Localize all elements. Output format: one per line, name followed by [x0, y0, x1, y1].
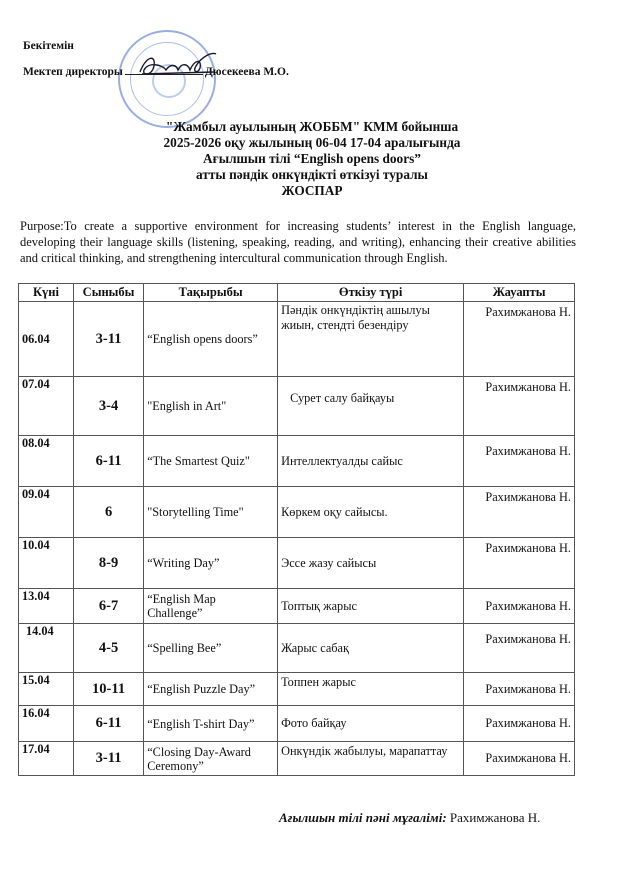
cell-grade: 6-11 [73, 436, 143, 487]
cell-date: 09.04 [19, 487, 74, 538]
purpose-paragraph: Purpose:To create a supportive environment for increasing students’ interest in the English language, developing their language skills (listening, speaking, reading, and writing), enhancing their creative abilities and critical thinking, and strengthening intercultural communication through English. [20, 219, 576, 265]
cell-grade: 4-5 [73, 624, 143, 673]
cell-date: 10.04 [19, 538, 74, 589]
cell-grade: 10-11 [73, 673, 143, 706]
table-row [19, 377, 575, 436]
cell-date: 08.04 [19, 436, 74, 487]
table-row [19, 436, 575, 487]
table-row [19, 538, 575, 589]
cell-topic: “Spelling Bee” [144, 624, 278, 673]
cell-grade: 6-11 [73, 706, 143, 742]
cell-grade: 3-11 [73, 302, 143, 377]
cell-type: Топпен жарыс [278, 673, 464, 706]
director-signature [132, 50, 222, 82]
cell-topic: “The Smartest Quiz" [144, 436, 278, 487]
cell-date: 15.04 [19, 673, 74, 706]
cell-topic: "Storytelling Time" [144, 487, 278, 538]
column-header-date: Күні [19, 284, 74, 302]
approval-name: Дюсекеева М.О. [204, 66, 289, 78]
cell-topic: "English in Art" [144, 377, 278, 436]
cell-topic: “Closing Day-Award Ceremony” [144, 742, 278, 776]
cell-type: Сурет салу байқауы [278, 377, 464, 436]
cell-grade: 8-9 [73, 538, 143, 589]
cell-responsible: Рахимжанова Н. [464, 487, 575, 538]
cell-topic: “English opens doors” [144, 302, 278, 377]
cell-type: Фото байқау [278, 706, 464, 742]
cell-date: 06.04 [19, 302, 74, 377]
header-subject: Ағылшын тілі “English opens doors” [203, 151, 421, 166]
footer-name: Рахимжанова Н. [449, 810, 541, 825]
cell-topic: “English Map Challenge” [144, 589, 278, 624]
column-header-type: Өткізу түрі [278, 284, 464, 302]
cell-date: 07.04 [19, 377, 74, 436]
header-period: 2025-2026 оқу жылының 06-04 17-04 аралығында [163, 135, 461, 150]
cell-type: Жарыс сабақ [278, 624, 464, 673]
cell-date: 16.04 [19, 706, 74, 742]
cell-grade: 3-4 [73, 377, 143, 436]
table-row [19, 706, 575, 742]
document-header [0, 119, 624, 199]
header-description: атты пәндік онкүндікті өткізуі туралы [196, 167, 428, 182]
cell-date: 13.04 [19, 589, 74, 624]
cell-responsible: Рахимжанова Н. [464, 538, 575, 589]
cell-responsible: Рахимжанова Н. [464, 742, 575, 776]
cell-grade: 6 [73, 487, 143, 538]
cell-topic: “English Puzzle Day” [144, 673, 278, 706]
column-header-grade: Сыныбы [73, 284, 143, 302]
table-row [19, 742, 575, 776]
table-row [19, 302, 575, 377]
cell-responsible: Рахимжанова Н. [464, 706, 575, 742]
approval-position: Мектеп директоры [23, 66, 123, 78]
column-header-responsible: Жауапты [464, 284, 575, 302]
cell-responsible: Рахимжанова Н. [464, 302, 575, 377]
cell-date: 17.04 [19, 742, 74, 776]
cell-grade: 6-7 [73, 589, 143, 624]
cell-type: Пәндік онкүндіктің ашылуы жиын, стендті безендіру [278, 302, 464, 377]
table-row [19, 487, 575, 538]
cell-type: Эссе жазу сайысы [278, 538, 464, 589]
header-school: "Жамбыл ауылының ЖОББМ" КММ бойынша [165, 119, 459, 134]
table-header-row [19, 284, 575, 302]
cell-grade: 3-11 [73, 742, 143, 776]
cell-responsible: Рахимжанова Н. [464, 589, 575, 624]
cell-date: 14.04 [19, 624, 74, 673]
footer-signature [279, 810, 540, 826]
cell-topic: “Writing Day” [144, 538, 278, 589]
cell-type: Көркем оқу сайысы. [278, 487, 464, 538]
footer-role: Ағылшын тілі пәні мұғалімі: [279, 810, 447, 825]
cell-responsible: Рахимжанова Н. [464, 436, 575, 487]
table-row [19, 589, 575, 624]
cell-type: Топтық жарыс [278, 589, 464, 624]
cell-responsible: Рахимжанова Н. [464, 377, 575, 436]
header-plan-title: ЖОСПАР [281, 183, 343, 198]
table-row [19, 624, 575, 673]
cell-topic: “English T-shirt Day” [144, 706, 278, 742]
plan-table [18, 283, 575, 776]
cell-type: Онкүндік жабылуы, марапаттау [278, 742, 464, 776]
column-header-topic: Тақырыбы [144, 284, 278, 302]
cell-type: Интеллектуалды сайыс [278, 436, 464, 487]
approval-title: Бекітемін [23, 40, 74, 52]
table-row [19, 673, 575, 706]
cell-responsible: Рахимжанова Н. [464, 673, 575, 706]
cell-responsible: Рахимжанова Н. [464, 624, 575, 673]
